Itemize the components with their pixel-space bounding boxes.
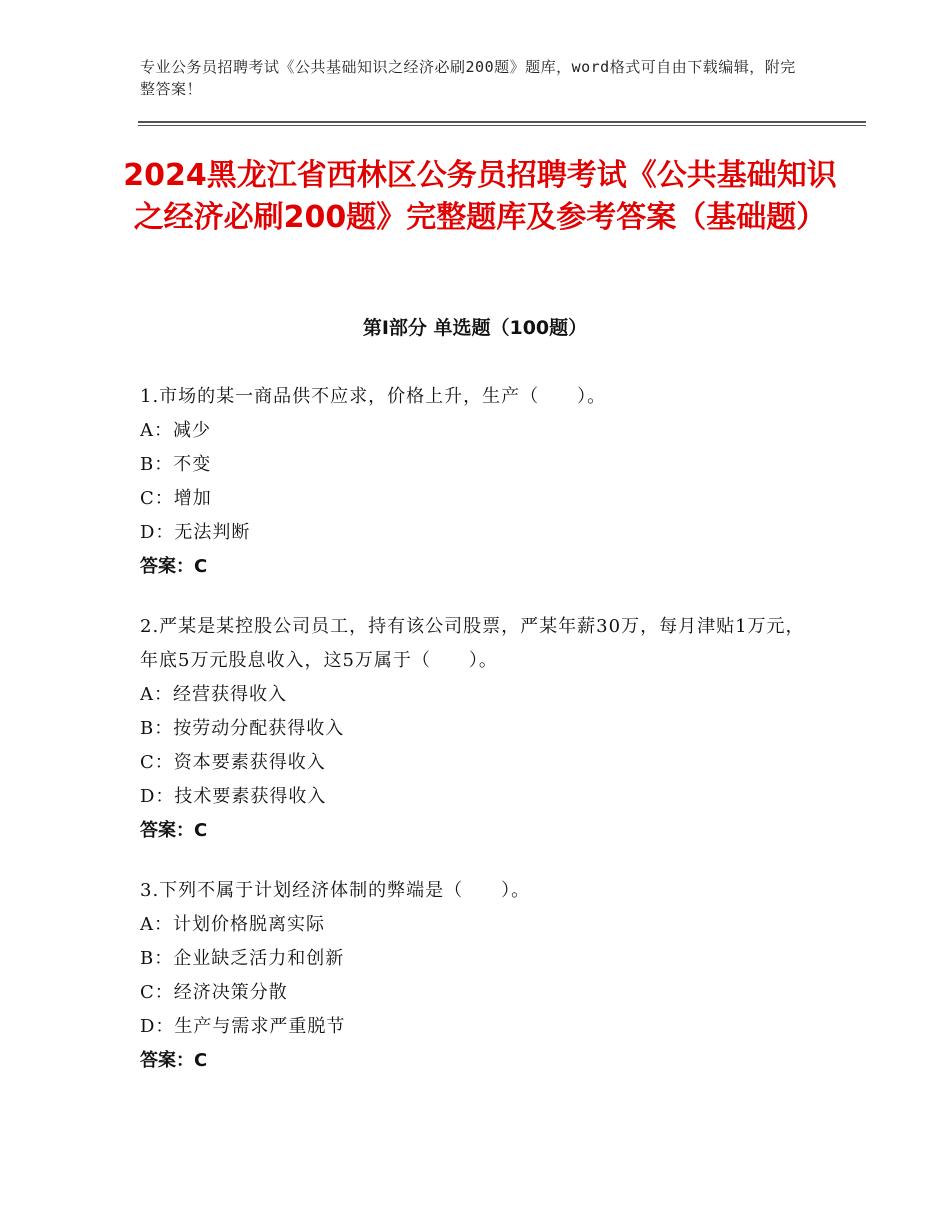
header-note: 专业公务员招聘考试《公共基础知识之经济必刷200题》题库，word格式可自由下载编辑，附完整答案！: [140, 58, 796, 98]
answer: 答案：C: [140, 1050, 208, 1071]
question-list: [140, 380, 810, 1104]
option-c: C：经济决策分散: [140, 982, 288, 1003]
question-stem: 2.严某是某控股公司员工，持有该公司股票，严某年薪30万，每月津贴1万元，年底5万元股息收入，这5万属于（ ）。: [140, 616, 805, 671]
answer: 答案：C: [140, 556, 208, 577]
option-b: B：企业缺乏活力和创新: [140, 948, 345, 969]
option-b: B：不变: [140, 454, 212, 475]
option-c: C：增加: [140, 488, 212, 509]
part-heading: 第Ⅰ部分 单选题（100题）: [362, 317, 588, 339]
option-c: C：资本要素获得收入: [140, 752, 326, 773]
option-d: D：技术要素获得收入: [140, 786, 327, 807]
question-1: [140, 380, 810, 584]
header-divider-thick: [138, 121, 866, 123]
option-a: A：计划价格脱离实际: [140, 914, 325, 935]
question-2: [140, 610, 810, 848]
option-a: A：经营获得收入: [140, 684, 287, 705]
question-stem: 3.下列不属于计划经济体制的弊端是（ ）。: [140, 880, 531, 901]
question-stem: 1.市场的某一商品供不应求，价格上升，生产（ ）。: [140, 386, 607, 407]
option-b: B：按劳动分配获得收入: [140, 718, 345, 739]
answer: 答案：C: [140, 820, 208, 841]
option-d: D：无法判断: [140, 522, 251, 543]
header-divider-thin: [138, 125, 866, 126]
option-a: A：减少: [140, 420, 211, 441]
question-3: [140, 874, 810, 1078]
document-title: 2024黑龙江省西林区公务员招聘考试《公共基础知识之经济必刷200题》完整题库及参考答案（基础题）: [123, 158, 837, 235]
option-d: D：生产与需求严重脱节: [140, 1016, 346, 1037]
